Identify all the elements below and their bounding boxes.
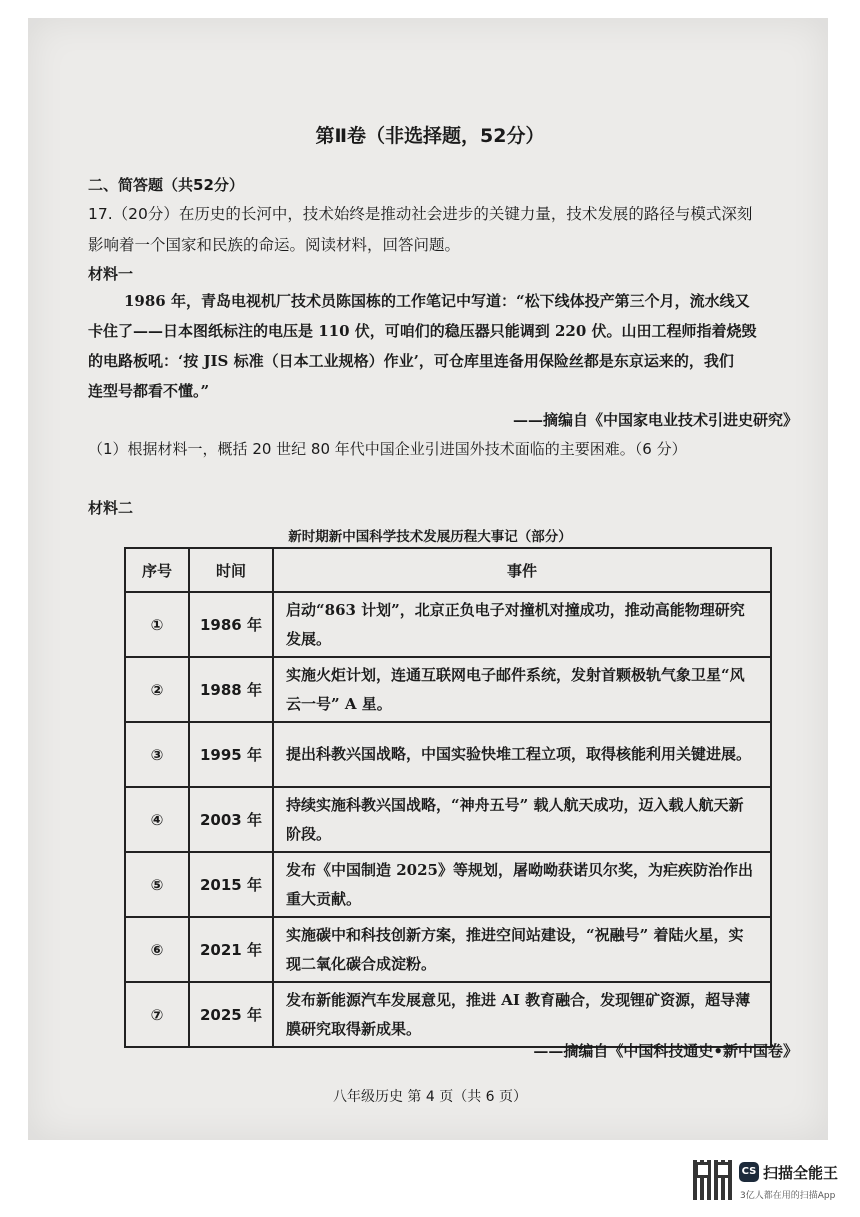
row-event: 启动“863 计划”，北京正负电子对撞机对撞成功，推动高能物理研究发展。	[273, 592, 771, 657]
row-event: 持续实施科教兴国战略，“神舟五号” 载人航天成功，迈入载人航天新阶段。	[273, 787, 771, 852]
row-event: 实施碳中和科技创新方案，推进空间站建设，“祝融号” 着陆火星，实现二氧化碳合成淀粉。	[273, 917, 771, 982]
row-year: 2015 年	[189, 852, 273, 917]
scanner-app-name: 扫描全能王	[763, 1164, 839, 1182]
material-2-label: 材料二	[88, 499, 134, 517]
material-1-line: 1986 年，青岛电视机厂技术员陈国栋的工作笔记中写道：“松下线体投产第三个月，流水线又	[124, 292, 750, 310]
paper-title: 第Ⅱ卷（非选择题，52分）	[315, 125, 545, 147]
material-1-line: 卡住了——日本图纸标注的电压是 110 伏，可咱们的稳压器只能调到 220 伏。山田工程师指着烧毁	[88, 322, 757, 340]
row-num: ②	[125, 657, 189, 722]
table-row	[125, 852, 771, 917]
material-1-line: 连型号都看不懂。”	[88, 382, 210, 400]
section-heading: 二、简答题（共52分）	[88, 176, 244, 194]
camscanner-logo-icon: CS	[739, 1162, 759, 1182]
row-event: 提出科教兴国战略，中国实验快堆工程立项，取得核能利用关键进展。	[273, 722, 771, 787]
row-year: 1988 年	[189, 657, 273, 722]
material-1-line: 的电路板吼：‘按 JIS 标准（日本工业规格）作业’，可仓库里连备用保险丝都是东京运来的，我们	[88, 352, 734, 370]
qr-code-icon	[693, 1160, 733, 1200]
question-intro-line-1: 17.（20分）在历史的长河中，技术始终是推动社会进步的关键力量，技术发展的路径与模式深刻	[88, 205, 753, 223]
table-row	[125, 592, 771, 657]
scanner-app-tagline: 3亿人都在用的扫描App	[740, 1191, 836, 1201]
row-event: 发布《中国制造 2025》等规划，屠呦呦获诺贝尔奖，为疟疾防治作出重大贡献。	[273, 852, 771, 917]
row-event: 实施火炬计划，连通互联网电子邮件系统，发射首颗极轨气象卫星“风云一号” A 星。	[273, 657, 771, 722]
row-num: ⑦	[125, 982, 189, 1047]
table-caption: 新时期新中国科学技术发展历程大事记（部分）	[288, 529, 572, 545]
row-num: ③	[125, 722, 189, 787]
row-year: 1995 年	[189, 722, 273, 787]
row-year: 2003 年	[189, 787, 273, 852]
events-table	[124, 547, 772, 1048]
header-num: 序号	[125, 548, 189, 592]
page-footer: 八年级历史 第 4 页（共 6 页）	[332, 1089, 528, 1105]
material-1-source: ——摘编自《中国家电业技术引进史研究》	[512, 411, 798, 429]
question-intro-line-2: 影响着一个国家和民族的命运。阅读材料，回答问题。	[88, 236, 461, 254]
row-year: 2025 年	[189, 982, 273, 1047]
scanner-watermark	[693, 1160, 843, 1206]
table-row	[125, 657, 771, 722]
row-year: 2021 年	[189, 917, 273, 982]
table-row	[125, 787, 771, 852]
sub-question-1: （1）根据材料一，概括 20 世纪 80 年代中国企业引进国外技术面临的主要困难。（6 分）	[88, 440, 687, 458]
row-num: ⑥	[125, 917, 189, 982]
row-num: ①	[125, 592, 189, 657]
row-event: 发布新能源汽车发展意见，推进 AI 教育融合，发现锂矿资源，超导薄膜研究取得新成果。	[273, 982, 771, 1047]
row-num: ⑤	[125, 852, 189, 917]
table-row	[125, 722, 771, 787]
material-2-source: ——摘编自《中国科技通史•新中国卷》	[533, 1042, 798, 1060]
table-row	[125, 917, 771, 982]
table-header-row	[125, 548, 771, 592]
row-year: 1986 年	[189, 592, 273, 657]
row-num: ④	[125, 787, 189, 852]
table-row	[125, 982, 771, 1047]
header-year: 时间	[189, 548, 273, 592]
material-1-label: 材料一	[88, 265, 134, 283]
header-event: 事件	[273, 548, 771, 592]
